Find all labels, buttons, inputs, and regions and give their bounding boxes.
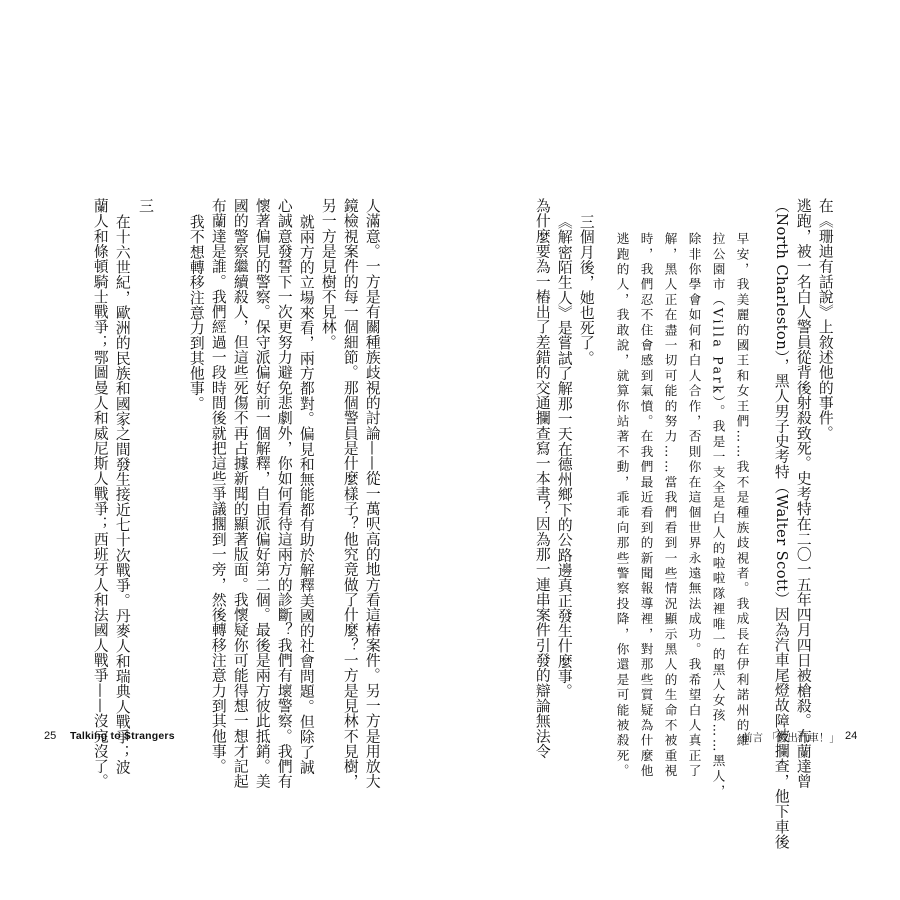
page-number-left: 25: [44, 730, 57, 742]
page-number-right: 24: [845, 730, 858, 742]
left-page-column: 就兩方的立場來看，兩方都對。偏見和無能都有助於解釋美國的社會問題。但除了誠: [297, 214, 315, 775]
section-number: 三: [137, 198, 155, 213]
left-page-column: 鏡檢視案件的每一個細節。那個警員是什麼樣子？他究竟做了什麼？一方是見林不見樹，: [341, 198, 359, 789]
quote-column: 除非你學會如何和白人合作，否則你在這個世界永遠無法成功。我希望白人真正了: [686, 232, 702, 780]
running-head-left: Talking to Strangers: [70, 730, 175, 742]
right-page-column: 為什麼要為一樁出了差錯的交通攔查寫一本書？因為那一連串案件引發的辯論無法令: [533, 198, 551, 759]
quote-column: 時，我們忍不住會感到氣憤。在我們最近看到的新聞報導裡，對那些質疑為什麼他: [638, 232, 654, 780]
quote-column: 早安，我美麗的國王和女王們……我不是種族歧視者。我成長在伊利諾州的維: [734, 232, 750, 749]
right-page-column: 逃跑，被一名白人警員從背後射殺致死。史考特在二〇一五年四月四日被槍殺。布蘭達曾: [794, 198, 812, 789]
quote-column: 逃跑的人，我敢說，就算你站著不動，乖乖向那些警察投降，你還是可能被殺死。: [614, 232, 630, 780]
left-page-column: 布蘭達是誰。我們經過一段時間後就把這些爭議擱到一旁，然後轉移注意力到其他事。: [209, 198, 227, 774]
left-page-column: 我不想轉移注意力到其他事。: [187, 214, 205, 411]
left-page-column: 心誠意發誓下一次更努力避免悲劇外，你如何看待這兩方的診斷？我們有壞警察。我們有: [275, 198, 293, 789]
left-page-column: 另一方是見樹不見林。: [319, 198, 337, 350]
left-page-column: 懷著偏見的警察。保守派偏好前一個解釋，自由派偏好第二個。最後是兩方彼此抵銷。美: [253, 198, 271, 789]
quote-column: 拉公園市（Villa Park）。我是一支全是白人的啦啦隊裡唯一的黑人女孩……黑人，: [710, 232, 726, 800]
quote-column: 解，黑人正在盡一切可能的努力……當我們看到一些情況顯示黑人的生命不被重視: [662, 232, 678, 780]
left-page-column: 國的警察繼續殺人，但這些死傷不再占據新聞的顯著版面。我懷疑你可能得想一想才記起: [231, 198, 249, 789]
left-page-column: 蘭人和條頓騎士戰爭；鄂圖曼人和威尼斯人戰爭；西班牙人和法國人戰爭——沒完沒了。: [91, 198, 109, 789]
right-page-column: 三個月後，她也死了。: [577, 214, 595, 366]
right-page-column: 《解密陌生人》是嘗試了解那一天在德州鄉下的公路邊真正發生什麼事。: [555, 214, 573, 699]
right-page-column: （North Charleston），黑人男子史考特（Walter Scott）因為汽車尾燈故障被攔查，他下車後: [772, 198, 790, 850]
left-page-column: 在十六世紀，歐洲的民族和國家之間發生接近七十次戰爭。丹麥人和瑞典人戰爭；波: [113, 214, 131, 775]
right-page-column: 在《珊迪有話說》上敘述他的事件。: [816, 198, 834, 441]
left-page-column: 人滿意。一方是有關種族歧視的討論——從一萬呎高的地方看這椿案件。另一方是用放大: [363, 198, 381, 789]
running-head-right: 前言 「跨出汽車！」: [742, 732, 840, 744]
